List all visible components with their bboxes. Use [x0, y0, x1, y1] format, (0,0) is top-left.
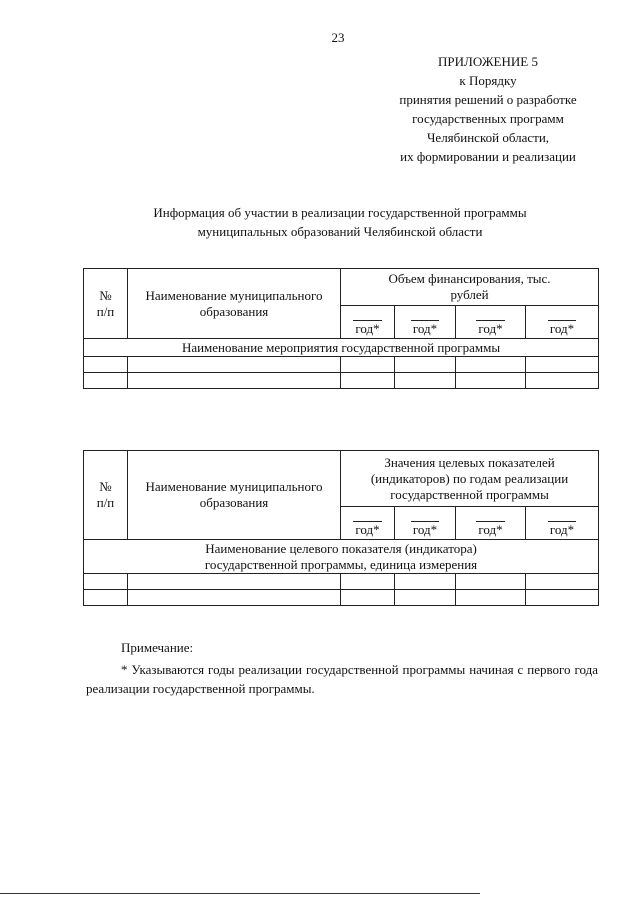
note-text: * Указываются годы реализации государственной программы начиная с первого года реализации государственной программы. [86, 662, 598, 696]
section-row-measure: Наименование мероприятия государственной программы [84, 339, 599, 357]
appendix-line: ПРИЛОЖЕНИЕ 5 [438, 54, 538, 69]
header-year: год* [456, 507, 526, 540]
header-year: год* [395, 306, 456, 339]
appendix-line: государственных программ [412, 111, 564, 126]
appendix-line: их формировании и реализации [400, 149, 576, 164]
appendix-line: Челябинской области, [426, 130, 550, 145]
header-year: год* [526, 507, 599, 540]
table-row [84, 574, 599, 590]
header-year: год* [341, 507, 395, 540]
title-line: Информация об участии в реализации государственной программы [153, 205, 527, 220]
document-title [90, 203, 590, 241]
indicators-table [83, 450, 599, 606]
header-year: год* [395, 507, 456, 540]
header-municipality: Наименование муниципального образования [128, 269, 341, 339]
table-row [84, 590, 599, 606]
header-number: № п/п [84, 269, 128, 339]
table-row [84, 357, 599, 373]
section-row-indicator: Наименование целевого показателя (индикатора) государственной программы, единица измерения [84, 540, 599, 574]
appendix-block [368, 52, 608, 166]
header-municipality: Наименование муниципального образования [128, 451, 341, 540]
table-row [84, 373, 599, 389]
page-number: 23 [331, 30, 345, 45]
header-year: год* [456, 306, 526, 339]
header-number: № п/п [84, 451, 128, 540]
header-financing-volume: Объем финансирования, тыс. рублей [341, 269, 599, 306]
appendix-line: к Порядку [459, 73, 517, 88]
title-line: муниципальных образований Челябинской области [197, 224, 483, 239]
bottom-divider [0, 893, 480, 894]
header-indicator-values: Значения целевых показателей (индикаторов) по годам реализации государственной программы [341, 451, 599, 507]
note-heading: Примечание: [121, 640, 194, 655]
header-year: год* [526, 306, 599, 339]
appendix-line: принятия решений о разработке [399, 92, 577, 107]
header-year: год* [341, 306, 395, 339]
financing-table [83, 268, 599, 389]
